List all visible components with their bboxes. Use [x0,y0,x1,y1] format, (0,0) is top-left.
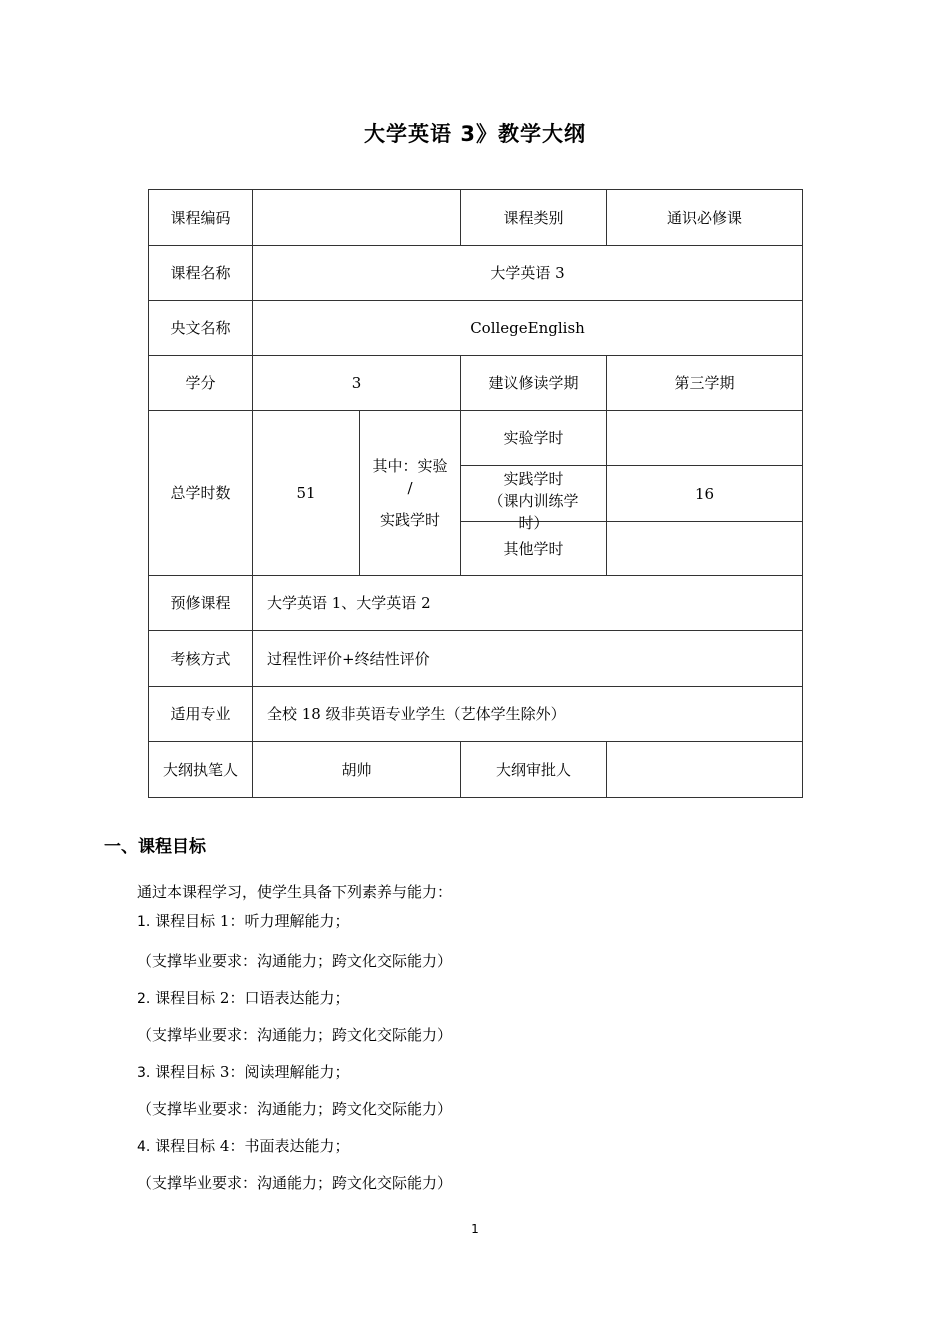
goal-number: 4. [137,1139,151,1155]
goal-item [137,1061,349,1082]
table-row [149,356,803,411]
lab-hours-label: 实验学时 [461,411,607,466]
approver-label: 大纲审批人 [461,742,607,798]
goal-item [137,910,349,931]
table-row [149,742,803,798]
goal-number: 1. [137,914,151,930]
goal-support: （支撑毕业要求：沟通能力；跨文化交际能力） [137,952,453,970]
table-row [149,631,803,687]
major-label: 适用专业 [149,687,253,742]
goal-number: 3. [137,1065,151,1081]
goal-item [137,987,349,1008]
course-name-value: 大学英语 3 [253,246,803,301]
practice-label-line1: 其中：实验 [372,457,448,475]
prereq-value: 大学英语 1、大学英语 2 [253,576,803,631]
page-number: 1 [471,1222,479,1236]
goal-support: （支撑毕业要求：沟通能力；跨文化交际能力） [137,1026,453,1044]
course-type-label: 课程类别 [461,190,607,246]
goal-text: 课程目标 4：书面表达能力； [155,1137,350,1155]
assessment-label: 考核方式 [149,631,253,687]
course-code-value [253,190,461,246]
table-row [149,190,803,246]
practice-label-line2: / [407,479,413,497]
section-intro: 通过本课程学习，使学生具备下列素养与能力： [137,883,453,901]
practice-hours-label-line3: 时） [518,513,549,532]
semester-value: 第三学期 [607,356,803,411]
practice-hours-group-label [360,411,461,576]
table-row [149,246,803,301]
author-label: 大纲执笔人 [149,742,253,798]
practice-hours-value: 16 [607,466,803,522]
goal-text: 课程目标 3：阅读理解能力； [155,1063,350,1081]
table-row [149,576,803,631]
assessment-value: 过程性评价+终结性评价 [253,631,803,687]
course-type-value: 通识必修课 [607,190,803,246]
section-title: 一、课程目标 [104,837,206,857]
practice-hours-label-line2: （课内训练学 [488,491,579,510]
document-title: 大学英语 3》教学大纲 [364,122,586,146]
table-row [149,687,803,742]
other-hours-value [607,522,803,576]
practice-hours-label-line1: 实践学时 [503,469,564,488]
semester-label: 建议修读学期 [461,356,607,411]
credits-label: 学分 [149,356,253,411]
goal-support: （支撑毕业要求：沟通能力；跨文化交际能力） [137,1100,453,1118]
credits-value: 3 [253,356,461,411]
english-name-label: 央文名称 [149,301,253,356]
author-value: 胡帅 [253,742,461,798]
total-hours-label: 总学时数 [149,411,253,576]
practice-hours-label [461,466,607,532]
table-row [149,411,803,466]
approver-value [607,742,803,798]
other-hours-label: 其他学时 [461,522,607,576]
lab-hours-value [607,411,803,466]
course-code-label: 课程编码 [149,190,253,246]
course-info-table [148,189,803,798]
goal-support: （支撑毕业要求：沟通能力；跨文化交际能力） [137,1174,453,1192]
goal-number: 2. [137,991,151,1007]
total-hours-value: 51 [253,411,360,576]
table-row [149,301,803,356]
goal-text: 课程目标 1：听力理解能力； [155,912,350,930]
english-name-value: CollegeEnglish [253,301,803,356]
major-value: 全校 18 级非英语专业学生（艺体学生除外） [253,687,803,742]
prereq-label: 预修课程 [149,576,253,631]
practice-label-line3: 实践学时 [379,511,440,529]
course-name-label: 课程名称 [149,246,253,301]
goal-item [137,1135,349,1156]
goal-text: 课程目标 2：口语表达能力； [155,989,350,1007]
